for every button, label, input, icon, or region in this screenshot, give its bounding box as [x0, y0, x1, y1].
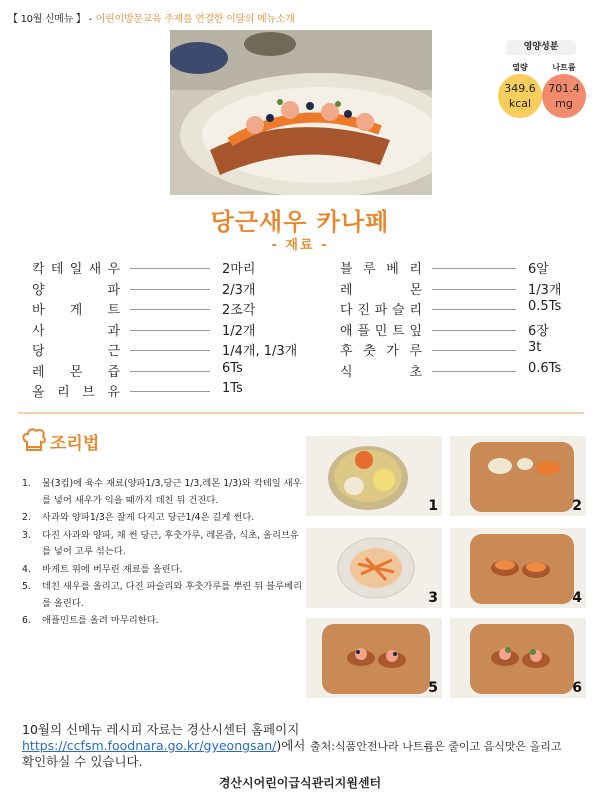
step-text: 애플민트를 올려 마무리한다.: [42, 615, 159, 626]
ingredient-amount: 6알: [528, 262, 549, 277]
ingredient-row: [32, 299, 312, 319]
energy-value: 349.6: [504, 82, 536, 95]
page-header: [8, 10, 295, 25]
ingredient-name: 칵 테 일 새 우: [32, 262, 120, 277]
ingredient-amount: 1Ts: [222, 381, 243, 396]
ingredient-row: [340, 340, 590, 360]
ingredient-row: [340, 320, 590, 340]
ingredient-name: 당 근: [32, 344, 120, 359]
leader-line: [130, 371, 210, 372]
ingredient-name: 애 플 민 트 잎: [340, 323, 422, 339]
photo-number: 6: [572, 680, 582, 696]
ingredient-row: [340, 279, 590, 299]
ingredient-amount: 1/2개: [222, 323, 256, 339]
recipe-step: [22, 528, 304, 561]
sodium-badge: [542, 74, 586, 118]
photo-number: 2: [572, 498, 582, 514]
step-number: 5.: [22, 581, 31, 592]
photo-number: 3: [428, 590, 438, 606]
ingredient-amount: 1/4개, 1/3개: [222, 344, 298, 359]
step-number: 2.: [22, 512, 31, 523]
chef-hat-icon: [22, 428, 46, 454]
step-text: 사과와 양파1/3은 잘게 다지고 당근1/4은 길게 썬다.: [42, 512, 255, 523]
ingredient-row: [340, 258, 590, 278]
energy-badge: [498, 74, 542, 118]
step-text: 데친 새우를 올리고, 다진 파슬리와 후춧가루를 뿌린 뒤 블루베리를 올린다.: [42, 581, 303, 609]
step-text: 물(3컵)에 육수 재료(양파1/3,당근 1/3,레몬 1/3)와 칵테일 새우를 넣어 새우가 익을 때까지 데친 뒤 건진다.: [42, 478, 302, 506]
step-photo-1: [306, 436, 442, 516]
ingredient-amount: 2/3개: [222, 282, 256, 298]
step-photo-5: [306, 618, 442, 698]
step-photo-3: [306, 528, 442, 608]
recipe-step: [22, 476, 304, 509]
leader-line: [130, 391, 210, 392]
recipe-step: [22, 613, 304, 630]
photo-number: 5: [428, 680, 438, 696]
ingredient-name: 후 춧 가 루: [340, 344, 422, 359]
step-number: 1.: [22, 478, 31, 489]
leader-line: [130, 289, 210, 290]
ingredient-amount: 2마리: [222, 262, 256, 277]
photo-number: 1: [428, 498, 438, 514]
recipe-step: [22, 579, 304, 612]
step-photo-2: [450, 436, 586, 516]
footer-notice: [22, 722, 322, 770]
ingredient-amount: 0.6Ts: [528, 360, 562, 376]
sodium-value: 701.4: [548, 82, 580, 95]
step-number: 3.: [22, 529, 31, 541]
step-text: 바게트 위에 버무린 재료를 올린다.: [42, 563, 183, 575]
leader-line: [432, 268, 516, 269]
photo-number: 4: [572, 590, 582, 606]
step-number: 6.: [22, 615, 31, 626]
leader-line: [432, 309, 516, 310]
ingredient-row: [32, 279, 312, 299]
footer-line3: 확인하실 수 있습니다.: [22, 754, 143, 769]
leader-line: [130, 268, 210, 269]
step-number: 4.: [22, 563, 31, 575]
ingredient-amount: 1/3개: [528, 282, 562, 298]
leader-line: [130, 350, 210, 351]
ingredient-name: 레 몬: [340, 282, 422, 298]
homepage-link[interactable]: https://ccfsm.foodnara.go.kr/gyeongsan/: [22, 738, 277, 753]
ingredient-name: 레 몬 즙: [32, 364, 120, 380]
leader-line: [130, 309, 210, 310]
ingredient-name: 바 게 트: [32, 303, 120, 318]
ingredient-row: [32, 361, 312, 381]
ingredient-name: 블 루 베 리: [340, 262, 422, 277]
month-tag: 【 10월 신메뉴 】 -: [8, 14, 92, 25]
step-photo-4: [450, 528, 586, 608]
ingredient-row: [340, 299, 590, 319]
ingredient-row: [32, 258, 312, 278]
recipe-step: [22, 562, 304, 579]
recipe-header: [22, 428, 99, 454]
source-note: 출처:식품안전나라 나트륨은 줄이고 음식맛은 올리고: [310, 740, 562, 753]
sodium-unit: mg: [555, 97, 573, 110]
leader-line: [432, 371, 516, 372]
ingredient-amount: 2조각: [222, 303, 256, 318]
leader-line: [432, 350, 516, 351]
step-text: 다진 사과와 양파, 채 썬 당근, 후춧가루, 레몬즙, 식초, 올리브유를 넣어 고루 섞는다.: [42, 529, 299, 557]
energy-label: 열량: [512, 63, 528, 72]
leader-line: [432, 289, 516, 290]
ingredient-amount: 0.5Ts: [528, 299, 562, 314]
nutrition-title: 영양성분: [506, 40, 576, 55]
section-divider: [18, 412, 584, 414]
header-subtitle: 어린이방문교육 주제를 연결한 이달의 메뉴소개: [95, 14, 295, 25]
organization-name: 경산시어린이급식관리지원센터: [218, 776, 382, 790]
ingredient-name: 다 진 파 슬 리: [340, 303, 422, 318]
ingredient-row: [32, 340, 312, 360]
recipe-title: 조리법: [50, 433, 100, 454]
ingredient-name: 식 초: [340, 364, 422, 380]
ingredient-row: [340, 361, 590, 381]
footer-line1: 10월의 신메뉴 레시피 자료는 경산시센터 홈페이지: [22, 722, 300, 737]
ingredient-amount: 6장: [528, 323, 549, 339]
leader-line: [130, 330, 210, 331]
ingredients-title: - 재료 -: [271, 238, 329, 253]
ingredient-name: 양 파: [32, 282, 120, 298]
ingredient-amount: 3t: [528, 340, 542, 355]
ingredient-row: [32, 381, 312, 401]
recipe-step: [22, 510, 304, 527]
ingredient-row: [32, 320, 312, 340]
leader-line: [432, 330, 516, 331]
step-photo-6: [450, 618, 586, 698]
footer-line2-suffix: )에서: [276, 738, 306, 753]
ingredient-name: 올 리 브 유: [32, 385, 120, 400]
dish-photo: [170, 30, 432, 195]
ingredient-amount: 6Ts: [222, 360, 243, 376]
energy-unit: kcal: [508, 97, 532, 110]
dish-title: 당근새우 카나페: [210, 208, 390, 236]
recipe-steps: [22, 476, 304, 631]
ingredient-name: 사 과: [32, 323, 120, 339]
sodium-label: 나트륨: [552, 63, 576, 72]
